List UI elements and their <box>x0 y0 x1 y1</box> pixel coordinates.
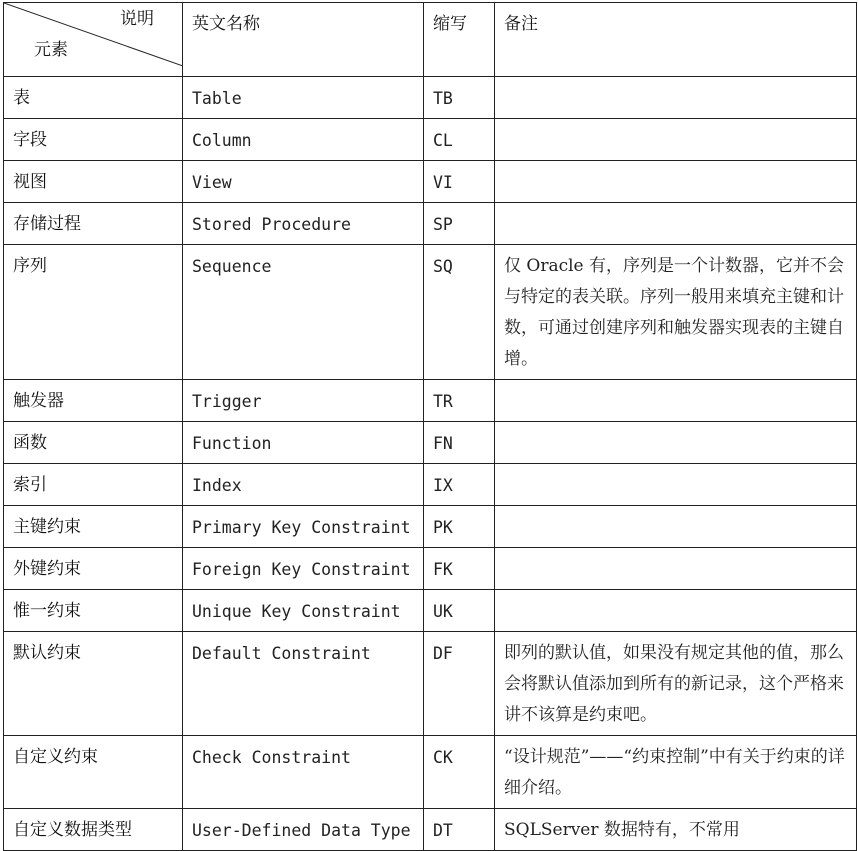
table-row <box>4 736 857 809</box>
note-cell <box>495 422 857 464</box>
table-row <box>4 632 857 736</box>
table-row <box>4 203 857 245</box>
note-cell: 仅 Oracle 有，序列是一个计数器，它并不会与特定的表关联。序列一般用来填充主键和计数，可通过创建序列和触发器实现表的主键自增。 <box>495 245 857 380</box>
note-cell <box>495 203 857 245</box>
element-cell: 序列 <box>4 245 183 380</box>
note-cell <box>495 161 857 203</box>
element-cell: 主键约束 <box>4 506 183 548</box>
english-name-cell: Stored Procedure <box>183 203 424 245</box>
english-name-cell: Check Constraint <box>183 736 424 809</box>
abbreviation-cell: SP <box>424 203 495 245</box>
english-name-cell: Function <box>183 422 424 464</box>
table-row <box>4 809 857 851</box>
english-name-cell: Unique Key Constraint <box>183 590 424 632</box>
naming-table <box>3 2 857 851</box>
element-cell: 触发器 <box>4 380 183 422</box>
header-note: 备注 <box>495 3 857 77</box>
note-cell <box>495 590 857 632</box>
english-name-cell: Primary Key Constraint <box>183 506 424 548</box>
table-row <box>4 506 857 548</box>
english-name-cell: Sequence <box>183 245 424 380</box>
element-cell: 视图 <box>4 161 183 203</box>
table-row <box>4 119 857 161</box>
table-row <box>4 77 857 119</box>
english-name-cell: User-Defined Data Type <box>183 809 424 851</box>
abbreviation-cell: TB <box>424 77 495 119</box>
note-cell: “设计规范”——“约束控制”中有关于约束的详细介绍。 <box>495 736 857 809</box>
abbreviation-cell: DT <box>424 809 495 851</box>
english-name-cell: Column <box>183 119 424 161</box>
note-cell <box>495 119 857 161</box>
note-cell <box>495 548 857 590</box>
header-row <box>4 3 857 77</box>
corner-label-description: 说明 <box>120 9 154 29</box>
table-row <box>4 245 857 380</box>
element-cell: 字段 <box>4 119 183 161</box>
element-cell: 惟一约束 <box>4 590 183 632</box>
element-cell: 表 <box>4 77 183 119</box>
english-name-cell: Table <box>183 77 424 119</box>
table-row <box>4 590 857 632</box>
element-cell: 索引 <box>4 464 183 506</box>
abbreviation-cell: IX <box>424 464 495 506</box>
table-row <box>4 464 857 506</box>
english-name-cell: Trigger <box>183 380 424 422</box>
abbreviation-cell: DF <box>424 632 495 736</box>
english-name-cell: View <box>183 161 424 203</box>
corner-header-cell <box>4 3 183 77</box>
element-cell: 存储过程 <box>4 203 183 245</box>
element-cell: 自定义约束 <box>4 736 183 809</box>
note-cell: SQLServer 数据特有，不常用 <box>495 809 857 851</box>
abbreviation-cell: TR <box>424 380 495 422</box>
table-row <box>4 422 857 464</box>
note-cell: 即列的默认值，如果没有规定其他的值，那么会将默认值添加到所有的新记录，这个严格来讲不该算是约束吧。 <box>495 632 857 736</box>
abbreviation-cell: SQ <box>424 245 495 380</box>
header-abbreviation: 缩写 <box>424 3 495 77</box>
abbreviation-cell: FK <box>424 548 495 590</box>
abbreviation-cell: FN <box>424 422 495 464</box>
table-row <box>4 548 857 590</box>
element-cell: 函数 <box>4 422 183 464</box>
english-name-cell: Foreign Key Constraint <box>183 548 424 590</box>
english-name-cell: Index <box>183 464 424 506</box>
element-cell: 默认约束 <box>4 632 183 736</box>
note-cell <box>495 464 857 506</box>
note-cell <box>495 506 857 548</box>
element-cell: 自定义数据类型 <box>4 809 183 851</box>
header-english-name: 英文名称 <box>183 3 424 77</box>
note-cell <box>495 77 857 119</box>
table-row <box>4 161 857 203</box>
diagonal-divider <box>4 3 183 66</box>
note-cell <box>495 380 857 422</box>
abbreviation-cell: PK <box>424 506 495 548</box>
english-name-cell: Default Constraint <box>183 632 424 736</box>
element-cell: 外键约束 <box>4 548 183 590</box>
abbreviation-cell: CK <box>424 736 495 809</box>
corner-label-element: 元素 <box>34 40 68 60</box>
abbreviation-cell: CL <box>424 119 495 161</box>
abbreviation-cell: VI <box>424 161 495 203</box>
table-row <box>4 380 857 422</box>
abbreviation-cell: UK <box>424 590 495 632</box>
